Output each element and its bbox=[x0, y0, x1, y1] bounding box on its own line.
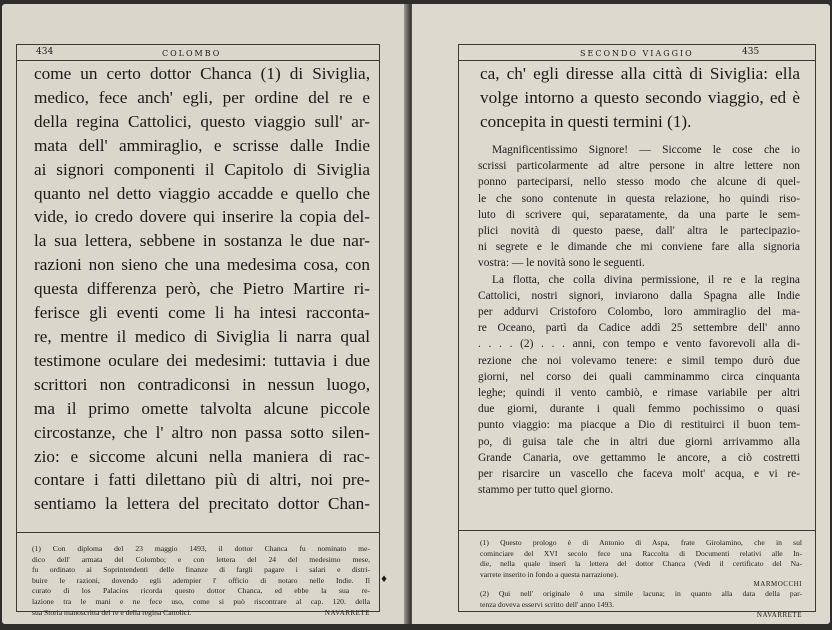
body-line: della regina Cattolici, questo viaggio sull' ar- bbox=[34, 111, 370, 131]
body-line: volge intorno a questo secondo viaggio, ed è bbox=[480, 87, 800, 107]
body-line: contare i fatti dilettano più di altri, noi pre- bbox=[34, 470, 370, 490]
footnote-line: varrete inserito in fondo a questa narrazione). bbox=[480, 569, 619, 579]
body-text bbox=[480, 62, 800, 134]
footnotes bbox=[32, 544, 370, 618]
letter-line: giorni, nel corso dei quali camminammo circa cinquanta bbox=[478, 370, 800, 383]
letter-line: per addurvi Cristoforo Colombo, loro ammiraglio del ma- bbox=[478, 306, 800, 319]
header-rule bbox=[16, 60, 380, 61]
footnote-line: buire le razioni, dovendo egli adempier l' officio di notaro nelle Indie. Il bbox=[32, 575, 370, 585]
body-line: sentiamo la lettera del precitato dottor Chan- bbox=[34, 494, 370, 514]
body-line: testimone oculare dei medesimi: tuttavia i due bbox=[34, 350, 370, 370]
footnote-line: (1) Con diploma del 23 maggio 1493, il dottor Chanca fu nominato me- bbox=[32, 544, 370, 553]
letter-line: vostra: — le novità sono le seguenti. bbox=[478, 257, 645, 270]
footnote-line: sua Storia manoscritta del re e della regina Cattolici. bbox=[32, 607, 192, 617]
footnote-line: lazione tra le mani e ne fece uso, come si può riscontrare al cap. 120. della bbox=[32, 596, 370, 606]
letter-line: Cattolici, nostri signori, inviarono dalla Spagna alle Indie bbox=[478, 289, 800, 302]
running-head: SECONDO VIAGGIO bbox=[580, 49, 694, 58]
footnote-line: fu ordinato ai Soprintendenti delle finanze di fargli pagare i salari e distri- bbox=[32, 565, 370, 575]
letter-line: ponno parteciparsi, nello stesso modo che alcune di quel- bbox=[478, 176, 800, 189]
body-line: come un certo dottor Chanca (1) di Siviglia, bbox=[34, 64, 370, 83]
footnote-line: (1) Questo prologo è di Antonio di Aspa, frate Girolamino, che in sul bbox=[480, 538, 802, 547]
body-line: concepita in questi termini (1). bbox=[480, 111, 692, 131]
running-head: COLOMBO bbox=[162, 49, 222, 58]
letter-line: ni segrete e le dimande che mi conviene fare alla signoria bbox=[478, 241, 800, 254]
letter-line: stammo per tutto quel giorno. bbox=[478, 484, 614, 497]
footnote-line: cominciare del XVI secolo fece una Raccolta di Documenti relativi alle In- bbox=[480, 548, 802, 558]
body-text bbox=[34, 62, 370, 516]
footnote-rule bbox=[458, 530, 816, 531]
letter-line: luto di scrivere qui, separatamente, da una parte le sem- bbox=[478, 208, 800, 221]
letter-line: due giorni, durante i quali femmo pochissimo o quasi bbox=[478, 403, 800, 416]
letter-line: le che sono contenute in questa relazione, ho quindi riso- bbox=[478, 192, 800, 205]
body-line: ferisce gli eventi come li ha intesi racconta- bbox=[34, 303, 370, 323]
ornament-marker: ♦ bbox=[380, 575, 389, 585]
footnote-line: die, nella quale inserì la lettera del dottor Chanca (Vedi il certificato del Na- bbox=[480, 559, 802, 569]
footnotes bbox=[480, 538, 802, 620]
body-line: la sua lettera, sebbene in sostanza le due nar- bbox=[34, 231, 370, 251]
header-rule bbox=[458, 60, 816, 61]
body-line: circostanze, che l' altro non passa sotto silen- bbox=[34, 422, 370, 442]
letter-line: re Oceano, partì da Cadice addì 25 settembre dell' anno bbox=[478, 322, 800, 335]
letter-line: Magnificentissimo Signore! — Siccome le cose che io bbox=[492, 144, 800, 156]
body-line: razioni non sieno che una medesima cosa, con bbox=[34, 255, 370, 275]
footnote-signature: MARMOCCHI bbox=[753, 580, 802, 589]
body-line: ai signori componenti il Capitolo di Siviglia bbox=[34, 159, 370, 179]
letter-line: La flotta, che colla divina permissione, il re e la regina bbox=[492, 273, 800, 286]
body-line: quanto nel detto viaggio accadde e quello che bbox=[34, 183, 370, 203]
letter-line: Grande Canaria, ove gettammo le ancore, a ciò costretti bbox=[478, 451, 800, 464]
footnote-line: dico dell' armata del Colombo; e con lettera del 24 del medesimo mese, bbox=[32, 554, 370, 564]
footnote-line: tenza doveva esservi scritto dell' anno 1493. bbox=[480, 599, 615, 609]
footnote-signature: NAVARRETE bbox=[324, 608, 370, 617]
letter-text bbox=[478, 142, 800, 498]
letter-line: po, di guisa tale che in altri due giorni arrivammo alla bbox=[478, 435, 800, 448]
footnote-line: (2) Qui nell' originale è una simile lacuna; in quanto alla data della par- bbox=[480, 589, 802, 599]
body-line: scrittori non contradiconsi in nessun luogo, bbox=[34, 374, 370, 394]
letter-line: per risarcire un vascello che faceva molt' acqua, e vi re- bbox=[478, 468, 800, 481]
footnote-signature: NAVARRETE bbox=[756, 610, 802, 619]
body-line: questa differenza però, che Pietro Martire ri- bbox=[34, 279, 370, 299]
body-line: ca, ch' egli diresse alla città di Siviglia: ella bbox=[480, 64, 800, 83]
letter-line: rezione che noi volevamo tenere: e simil tempo durò due bbox=[478, 354, 800, 367]
left-page bbox=[2, 4, 408, 624]
letter-line: . . . . (2) . . . anni, con tempo e vento favorevoli alla di- bbox=[478, 338, 800, 351]
right-page bbox=[412, 4, 830, 624]
body-line: re, mentre il medico di Siviglia li narra qual bbox=[34, 326, 370, 346]
body-line: mata dell' ammiraglio, e scrisse dalle Indie bbox=[34, 135, 370, 155]
page-number: 434 bbox=[36, 47, 54, 57]
footnote-line: curato di los Palacios ricorda questo dottor Chanca, ed ebbe la sua re- bbox=[32, 586, 370, 596]
body-line: medico, fece anch' egli, per ordine del re e bbox=[34, 87, 370, 107]
body-line: vide, io credo dovere qui inserire la copia del- bbox=[34, 207, 370, 227]
letter-line: punto viaggio: ma piacque a Dio di restituirci il buon tem- bbox=[478, 419, 800, 432]
body-line: zio: e siccome alcuni nella maniera di rac- bbox=[34, 446, 370, 466]
letter-line: plici novità di questo paese, dall' altra le partecipazio- bbox=[478, 225, 800, 238]
letter-line: scrissi particolarmente ad altre persone in altre lettere non bbox=[478, 160, 800, 173]
body-line: ma il primo omette talvolta alcune piccole bbox=[34, 398, 370, 418]
page-number: 435 bbox=[742, 47, 760, 57]
footnote-rule bbox=[16, 532, 380, 533]
letter-line: leghe; quindi il vento cambiò, e rimase variabile per altri bbox=[478, 387, 800, 400]
